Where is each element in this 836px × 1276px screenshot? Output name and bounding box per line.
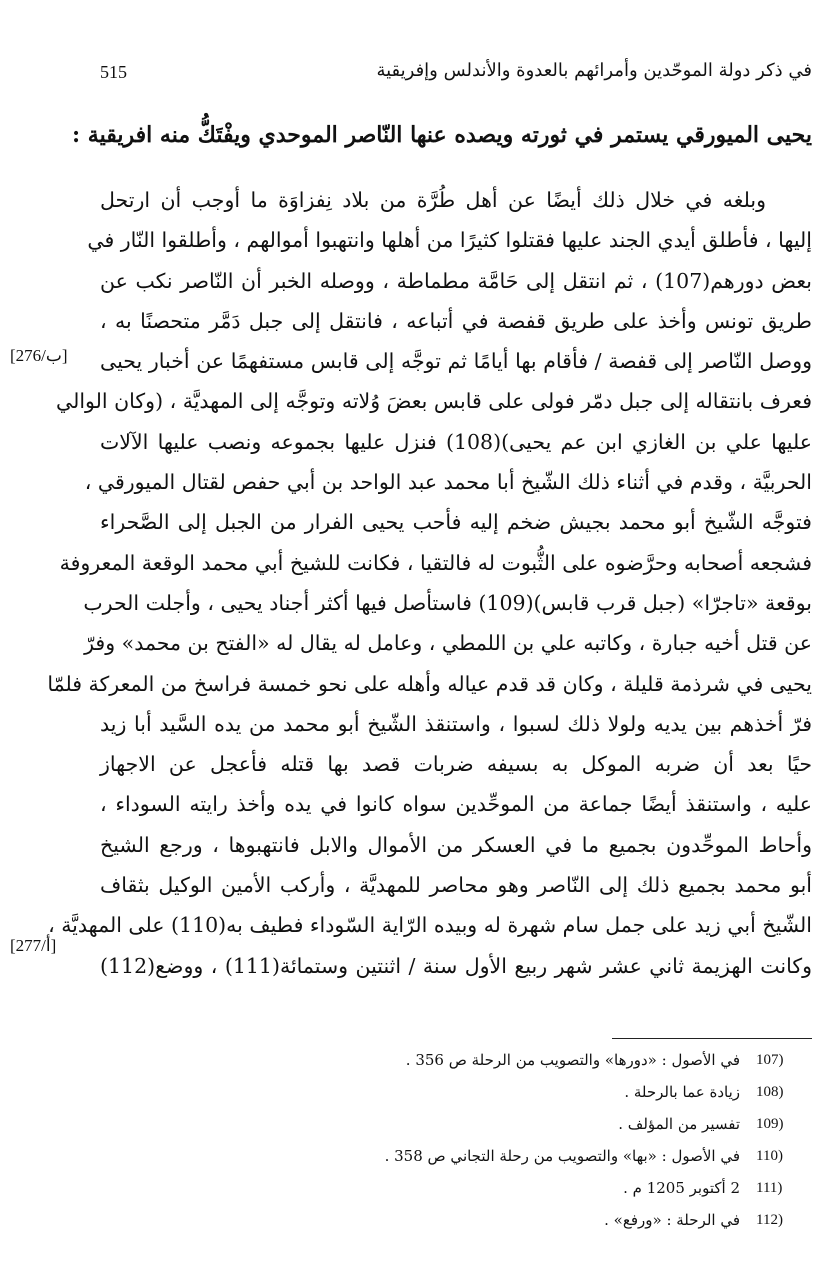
footnote-number: 108) (756, 1084, 784, 1100)
body-line: فشجعه أصحابه وحرَّضوه على الثُّبوت له فالتقيا ، فكانت للشيخ أبي محمد الوقعة المعروفة (59, 550, 812, 575)
footnote-text: زيادة عما بالرحلة . (624, 1083, 740, 1101)
body-line: وأحاط الموحِّدون بجميع ما في العسكر من الأموال والابل فانتهبوها ، ورجع الشيخ (100, 832, 812, 857)
body-line: بعض دورهم(107) ، ثم انتقل إلى حَامَّة مطماطة ، ووصله الخبر أن النّاصر نكب عن (100, 268, 813, 293)
footnote (100, 1204, 812, 1236)
footnote (100, 1044, 812, 1076)
body-line: الحربيَّة ، وقدم في أثناء ذلك الشّيخ أبا محمد عبد الواحد بن أبي حفص لقتال الميورقي ، (84, 470, 812, 495)
footnote-text: في الأصول : «دورها» والتصويب من الرحلة ص 356 . (405, 1051, 740, 1069)
body-line: إليها ، فأطلق أيدي الجند عليها فقتلوا كثيرًا من أهلها وانتهبوا أموالهم ، وأطلقوا النّار في (87, 228, 812, 253)
body-text (47, 180, 813, 986)
footnote (100, 1108, 812, 1140)
body-line: حيًا بعد أن ضربه الموكل به بسيفه ضربات قصد بها قتله فأعجل عن الاجهاز (100, 752, 812, 777)
body-line: عليه ، واستنقذ أيضًا جماعة من الموحِّدين سواه كانوا في يده وأخذ رايته السوداء ، (100, 792, 812, 817)
footnote (100, 1140, 812, 1172)
running-header (100, 56, 812, 90)
footnote-number: 109) (756, 1116, 784, 1132)
body-line: يحيى في شرذمة قليلة ، وكان قد قدم عياله وأهله على نحو خمسة فراسخ من المعركة فلمّا (47, 671, 812, 696)
footnote-text: في الأصول : «بها» والتصويب من رحلة التجاني ص 358 . (384, 1147, 740, 1165)
margin-folio-ref: [276/ب] (10, 346, 68, 365)
body-line: وبلغه في خلال ذلك أيضًا عن أهل طُرَّة من بلاد نِفزاوَة ما أوجب أن ارتحل (100, 188, 766, 212)
running-header-title: في ذكر دولة الموحّدين وأمرائهم بالعدوة والأندلس وإفريقية (376, 60, 812, 81)
body-line: فرّ أخذهم بين يديه ولولا ذلك لسبوا ، واستنقذ الشّيخ أبو محمد من يده السَّيد أبا زيد (100, 711, 812, 736)
body-line: فعرف بانتقاله إلى جبل دمّر فولى على قابس بعضَ وُلاته وتوجَّه إلى المهديَّة ، (وكان الوالي (56, 389, 812, 414)
body-line: الشّيخ أبي زيد على جمل سام شهرة له وبيده الرّاية السّوداء فطيف به(110) على المهديَّة ، (48, 913, 812, 938)
body-line: أبو محمد بجميع ذلك إلى النّاصر وهو محاصر للمهديَّة ، وأركب الأمين الوكيل بثقاف (100, 873, 812, 898)
footnote-number: 112) (756, 1212, 783, 1228)
body-line: عليها علي بن الغازي ابن عم يحيى)(108) فنزل عليها بجموعه ونصب عليها الآلات (100, 429, 812, 454)
body-line: بوقعة «تاجرّا» (جبل قرب قابس)(109) فاستأصل فيها أكثر أجناد يحيى ، وأجلت الحرب (83, 590, 812, 615)
footnotes (100, 1044, 812, 1236)
body-line: ووصل النّاصر إلى قفصة / فأقام بها أيامًا ثم توجَّه إلى قابس مستفهمًا عن أخبار يحيى (100, 349, 812, 374)
footnote-text: في الرحلة : «ورفع» . (604, 1211, 740, 1229)
footnote (100, 1172, 812, 1204)
footnote-number: 111) (756, 1180, 783, 1196)
body-line: فتوجَّه الشّيخ أبو محمد بجيش ضخم إليه فأحب يحيى الفرار من الجبل إلى الصَّحراء (100, 510, 812, 535)
footnote-text: تفسير من المؤلف . (618, 1115, 740, 1133)
footnote-number: 110) (756, 1148, 783, 1164)
section-heading: يحيى الميورقي يستمر في ثورته ويصده عنها النّاصر الموحدي ويفْتَكُّ منه افريقية : (72, 122, 812, 148)
body-line: وكانت الهزيمة ثاني عشر شهر ربيع الأول سنة / اثنتين وستمائة(111) ، ووضع(112) (100, 953, 812, 978)
footnote (100, 1076, 812, 1108)
page-number: 515 (100, 62, 127, 82)
body-line: طريق تونس وأخذ على طريق قفصة في أتباعه ، فانتقل إلى جبل دَمَّر متحصنًا به ، (100, 308, 812, 333)
body-line: عن قتل أخيه جبارة ، وكاتبه علي بن اللمطي ، وعامل له يقال له «الفتح بن محمد» وفرّ (84, 631, 812, 656)
footnote-text: 2 أكتوبر 1205 م . (623, 1179, 740, 1197)
footnote-divider (612, 1038, 812, 1039)
footnote-number: 107) (756, 1052, 784, 1068)
margin-folio-ref: [277/أ] (10, 936, 57, 955)
